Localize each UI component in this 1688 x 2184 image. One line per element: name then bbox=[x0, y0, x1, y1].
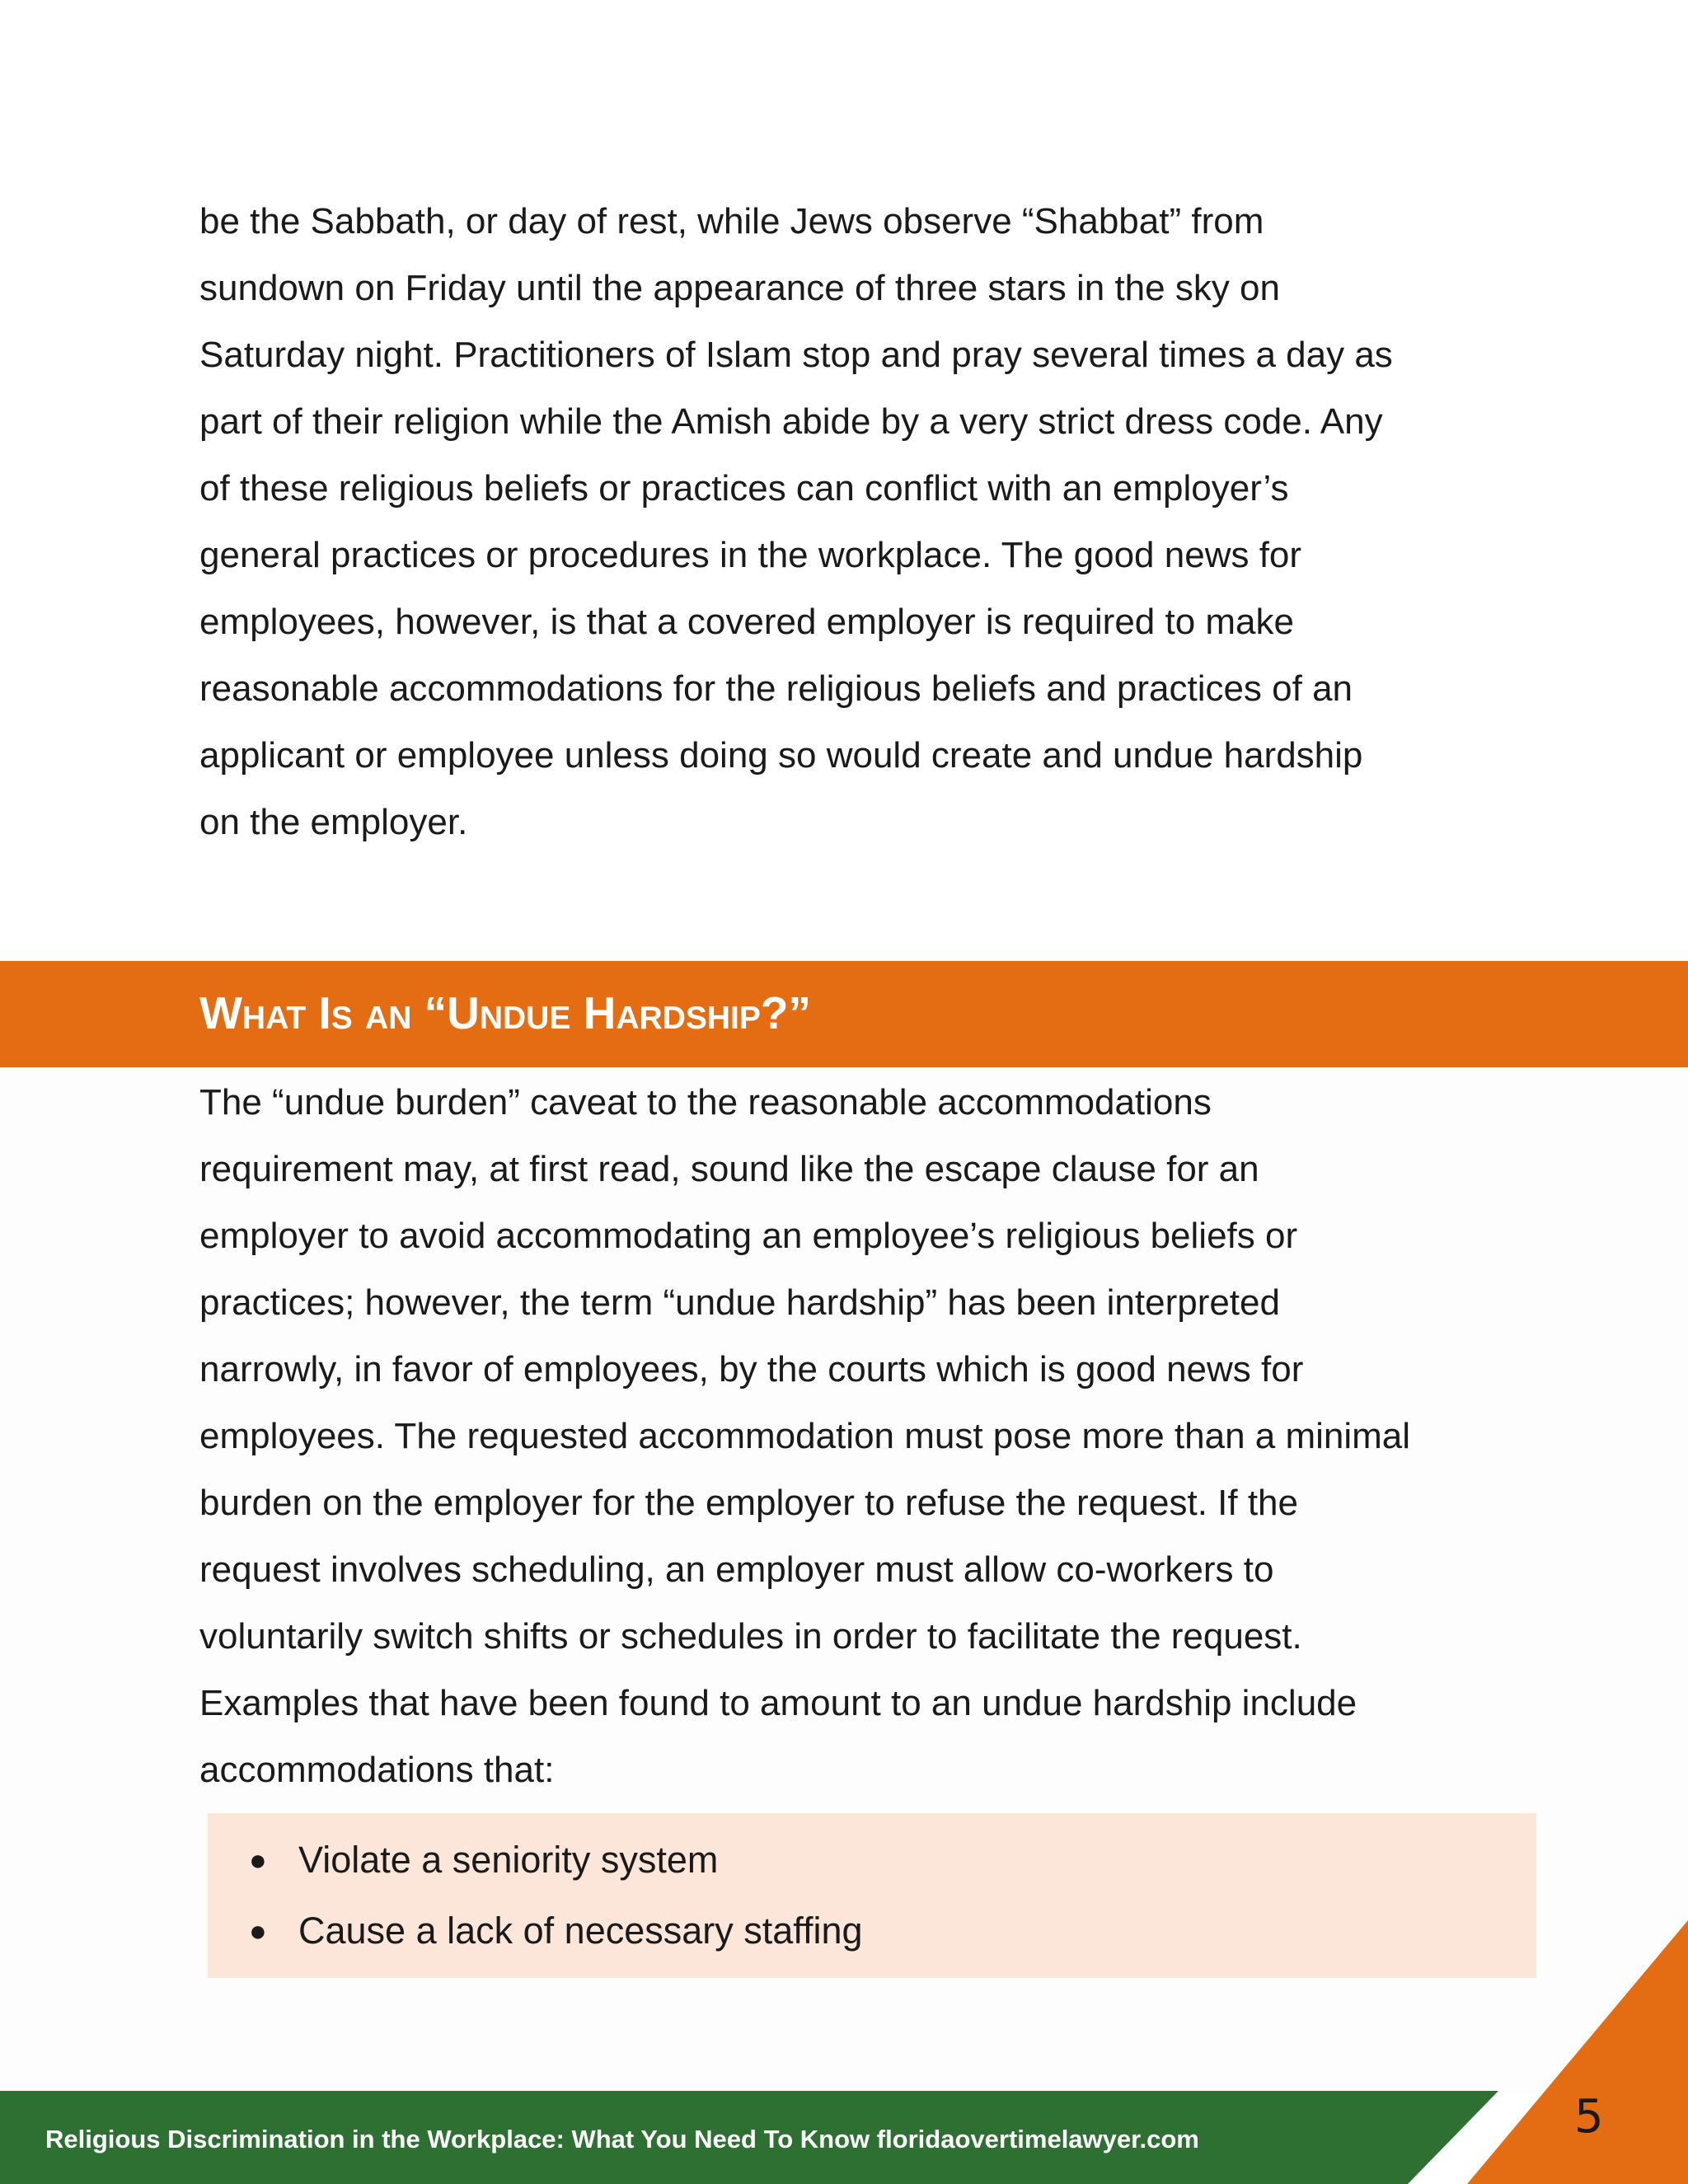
list-item bbox=[208, 1825, 863, 1896]
section-line: employees. The requested accommodation must pose more than a minimal bbox=[199, 1416, 1411, 1456]
section-line: practices; however, the term “undue hardship” has been interpreted bbox=[199, 1282, 1280, 1323]
intro-line: reasonable accommodations for the religious beliefs and practices of an bbox=[199, 668, 1353, 709]
page-number: 5 bbox=[1574, 2090, 1604, 2144]
section-line: request involves scheduling, an employer must allow co-workers to bbox=[199, 1549, 1274, 1590]
examples-box bbox=[208, 1813, 1536, 1978]
intro-line: sundown on Friday until the appearance of three stars in the sky on bbox=[199, 268, 1280, 308]
section-heading: What Is an “Undue Hardship?” bbox=[199, 987, 811, 1038]
bullet-icon: ● bbox=[249, 1843, 267, 1877]
section-line: narrowly, in favor of employees, by the courts which is good news for bbox=[199, 1349, 1304, 1390]
section-line: burden on the employer for the employer to refuse the request. If the bbox=[199, 1483, 1298, 1523]
list-item-text: Violate a seniority system bbox=[298, 1839, 719, 1881]
intro-line: general practices or procedures in the workplace. The good news for bbox=[199, 535, 1302, 575]
section-line: accommodations that: bbox=[199, 1750, 555, 1790]
intro-line: Saturday night. Practitioners of Islam stop and pray several times a day as bbox=[199, 335, 1393, 375]
section-line: The “undue burden” caveat to the reasonable accommodations bbox=[199, 1082, 1212, 1122]
intro-line: applicant or employee unless doing so would create and undue hardship bbox=[199, 735, 1363, 776]
examples-list bbox=[208, 1825, 863, 1966]
intro-paragraph bbox=[199, 188, 1535, 855]
intro-line: employees, however, is that a covered employer is required to make bbox=[199, 602, 1294, 642]
section-line: employer to avoid accommodating an employee’s religious beliefs or bbox=[199, 1216, 1298, 1256]
intro-line: on the employer. bbox=[199, 802, 468, 842]
list-item bbox=[208, 1896, 863, 1966]
section-line: Examples that have been found to amount to an undue hardship include bbox=[199, 1683, 1357, 1723]
intro-line: be the Sabbath, or day of rest, while Jews observe “Shabbat” from bbox=[199, 201, 1264, 241]
section-banner bbox=[0, 961, 1688, 1067]
section-line: voluntarily switch shifts or schedules in order to facilitate the request. bbox=[199, 1616, 1302, 1657]
section-line: requirement may, at first read, sound like the escape clause for an bbox=[199, 1149, 1259, 1189]
bullet-icon: ● bbox=[249, 1914, 267, 1947]
footer-title: Religious Discrimination in the Workplace: What You Need To Know floridaovertimelawyer.com bbox=[45, 2125, 1199, 2154]
undue-hardship-paragraph bbox=[199, 1069, 1535, 1803]
list-item-text: Cause a lack of necessary staffing bbox=[298, 1910, 863, 1952]
intro-line: part of their religion while the Amish abide by a very strict dress code. Any bbox=[199, 401, 1383, 442]
intro-line: of these religious beliefs or practices can conflict with an employer’s bbox=[199, 468, 1289, 509]
